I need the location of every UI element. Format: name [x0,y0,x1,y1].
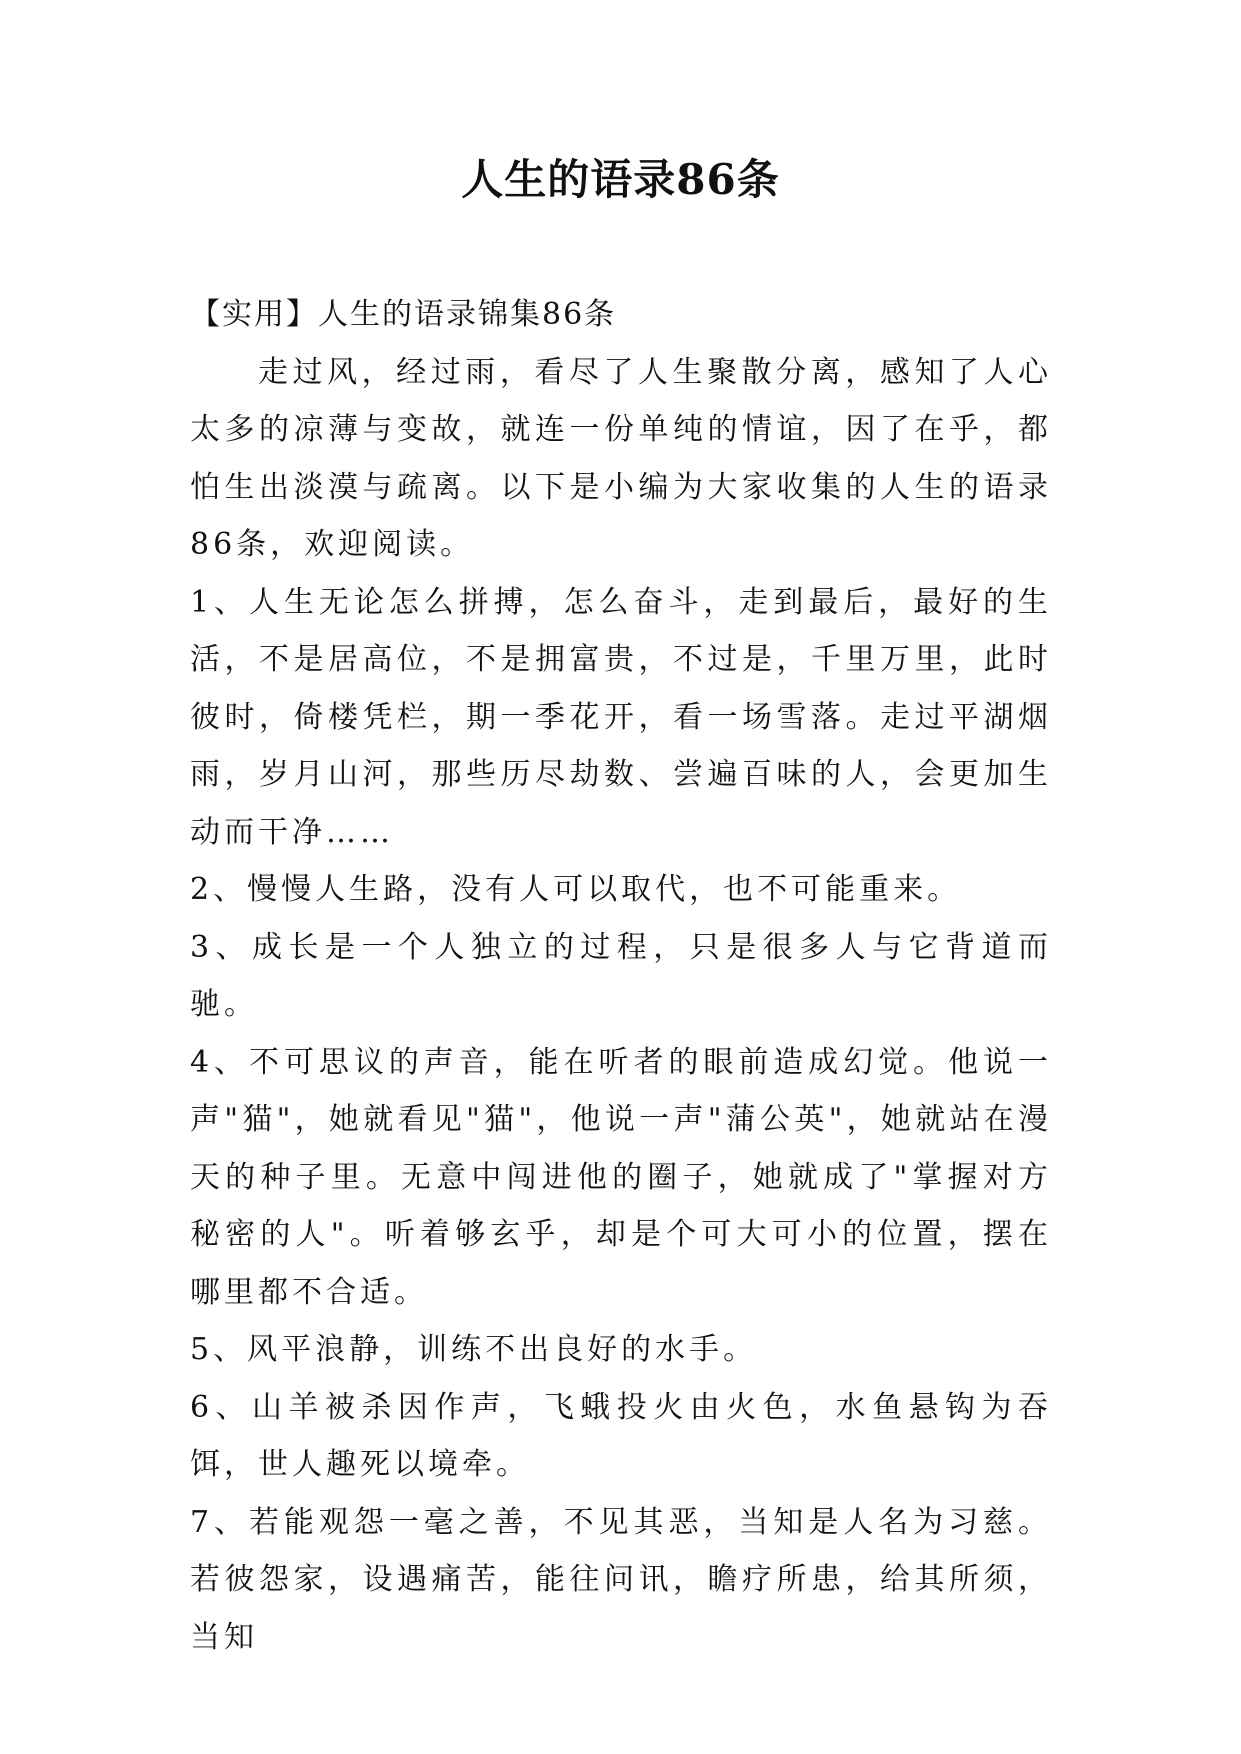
document-subtitle: 【实用】人生的语录锦集86条 [190,297,617,332]
quote-item: 4、不可思议的声音，能在听者的眼前造成幻觉。他说一声"猫"，她就看见"猫"，他说一声"蒲公英"，她就站在漫天的种子里。无意中闯进他的圈子，她就成了"掌握对方秘密的人"。听着够玄乎，却是个可大可小的位置，摆在哪里都不合适。 [190,1044,1052,1310]
quote-item: 3、成长是一个人独立的过程，只是很多人与它背道而驰。 [190,929,1052,1022]
document-body [190,286,1052,1666]
intro-paragraph: 走过风，经过雨，看尽了人生聚散分离，感知了人心太多的凉薄与变故，就连一份单纯的情谊，因了在乎，都怕生出淡漠与疏离。以下是小编为大家收集的人生的语录86条，欢迎阅读。 [190,354,1052,562]
quote-item: 7、若能观怨一毫之善，不见其恶，当知是人名为习慈。若彼怨家，设遇痛苦，能往问讯，瞻疗所患，给其所须，当知 [190,1504,1052,1655]
quote-item: 2、慢慢人生路，没有人可以取代，也不可能重来。 [190,872,962,907]
quote-item: 6、山羊被杀因作声，飞蛾投火由火色，水鱼悬钩为吞饵，世人趣死以境牵。 [190,1389,1052,1482]
quote-item: 1、人生无论怎么拼搏，怎么奋斗，走到最后，最好的生活，不是居高位，不是拥富贵，不过是，千里万里，此时彼时，倚楼凭栏，期一季花开，看一场雪落。走过平湖烟雨，岁月山河，那些历尽劫数、尝遍百味的人，会更加生动而干净…… [190,584,1052,850]
quote-item: 5、风平浪静，训练不出良好的水手。 [190,1332,758,1367]
document-title: 人生的语录86条 [461,155,780,204]
